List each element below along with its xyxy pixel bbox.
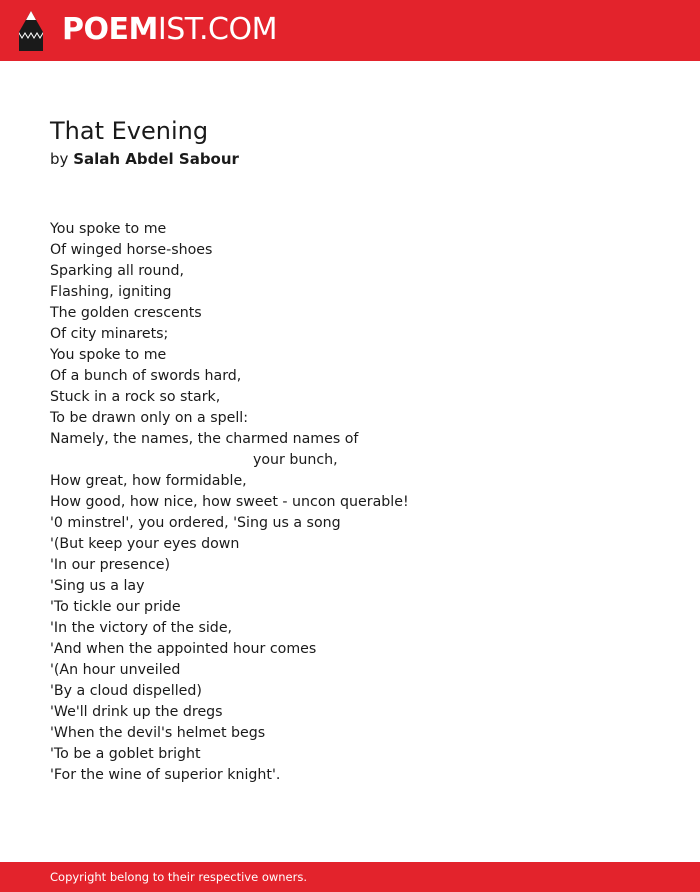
poem-line: Of city minarets;	[50, 326, 169, 342]
site-footer	[0, 862, 700, 892]
poem-line: '(An hour unveiled	[50, 662, 181, 678]
poem-line: 'To tickle our pride	[50, 599, 181, 615]
poem-author: Salah Abdel Sabour	[73, 150, 239, 168]
logo-bold-text: POEM	[62, 12, 158, 47]
site-logo[interactable]	[62, 13, 277, 47]
poem-line: You spoke to me	[50, 221, 167, 237]
poem-line: 'We'll drink up the dregs	[50, 704, 223, 720]
poem-line: Flashing, igniting	[50, 284, 172, 300]
poem-line: To be drawn only on a spell:	[50, 410, 249, 426]
poem-line: 'For the wine of superior knight'.	[50, 767, 281, 783]
poem-line: Of a bunch of swords hard,	[50, 368, 242, 384]
poem-body	[50, 219, 670, 786]
byline-prefix: by	[50, 150, 69, 168]
poem-line: 'When the devil's helmet begs	[50, 725, 266, 741]
poem-line: your bunch,	[50, 452, 338, 468]
poem-byline	[50, 149, 239, 169]
copyright-notice: Copyright belong to their respective owners.	[50, 870, 308, 884]
poem-line: 'In our presence)	[50, 557, 171, 573]
poem-line: '0 minstrel', you ordered, 'Sing us a song	[50, 515, 341, 531]
poem-line: The golden crescents	[50, 305, 202, 321]
poem-line: 'By a cloud dispelled)	[50, 683, 202, 699]
logo-light-text: IST.COM	[157, 12, 277, 47]
poem-line: Namely, the names, the charmed names of	[50, 431, 359, 447]
poem-line: Sparking all round,	[50, 263, 184, 279]
poem-line: 'To be a goblet bright	[50, 746, 201, 762]
poem-line: Of winged horse-shoes	[50, 242, 213, 258]
poem-line: How good, how nice, how sweet - uncon querable!	[50, 494, 409, 510]
poem-line: 'And when the appointed hour comes	[50, 641, 317, 657]
poem-line: Stuck in a rock so stark,	[50, 389, 221, 405]
pencil-tip-icon[interactable]	[18, 10, 44, 52]
poem-line: You spoke to me	[50, 347, 167, 363]
poem-line: '(But keep your eyes down	[50, 536, 240, 552]
site-header	[0, 0, 700, 61]
poem-line: How great, how formidable,	[50, 473, 247, 489]
poem-line: 'Sing us a lay	[50, 578, 145, 594]
poem-title: That Evening	[50, 117, 209, 145]
poem-line: 'In the victory of the side,	[50, 620, 233, 636]
